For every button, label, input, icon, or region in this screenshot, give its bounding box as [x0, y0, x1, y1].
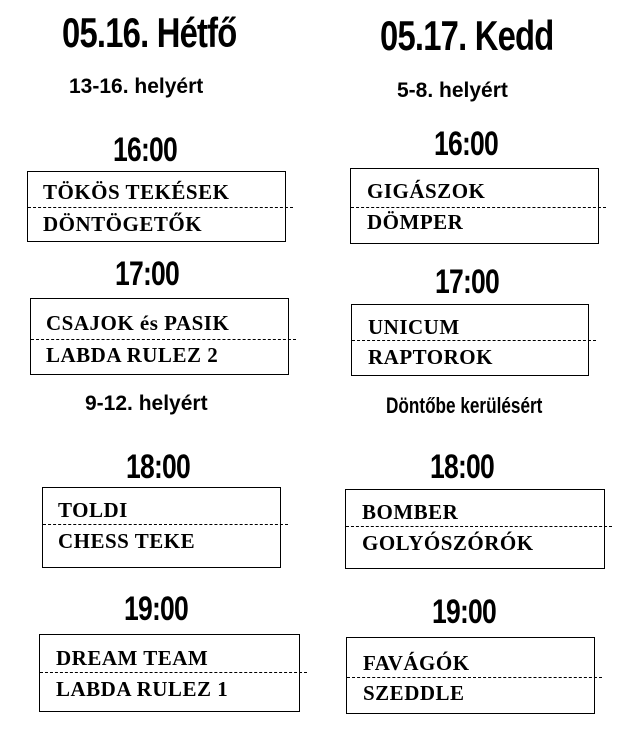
monday-time-1900: 19:00	[124, 590, 188, 628]
team-a: TÖKÖS TEKÉSEK	[43, 180, 230, 204]
match-divider	[40, 672, 307, 673]
tuesday-match-1800	[345, 489, 605, 569]
tuesday-match-1900	[346, 637, 595, 714]
match-divider	[352, 340, 596, 341]
team-b: LABDA RULEZ 1	[56, 677, 229, 701]
team-b: RAPTOROK	[368, 345, 493, 369]
team-b: DÖMPER	[367, 210, 464, 234]
team-a: DREAM TEAM	[56, 646, 209, 670]
match-divider	[31, 339, 296, 340]
team-a: UNICUM	[368, 315, 460, 339]
match-divider	[43, 524, 288, 525]
team-b: GOLYÓSZÓRÓK	[362, 531, 534, 555]
team-a: GIGÁSZOK	[367, 179, 486, 203]
tuesday-title: 05.17. Kedd	[380, 12, 554, 59]
match-divider	[28, 207, 293, 208]
match-divider	[347, 677, 602, 678]
tuesday-time-1600: 16:00	[434, 125, 498, 163]
monday-time-1600: 16:00	[113, 131, 177, 169]
tuesday-time-1900: 19:00	[432, 593, 496, 631]
match-divider	[346, 526, 612, 527]
team-a: CSAJOK és PASIK	[46, 311, 230, 335]
tuesday-match-1600	[350, 168, 599, 244]
team-a: FAVÁGÓK	[363, 651, 470, 675]
tuesday-section-label-final: Döntőbe kerülésért	[386, 393, 543, 418]
monday-title: 05.16. Hétfő	[62, 9, 237, 56]
team-b: DÖNTÖGETŐK	[43, 212, 203, 236]
match-divider	[351, 207, 606, 208]
tuesday-time-1800: 18:00	[430, 448, 494, 486]
tuesday-section-label-5-8: 5-8. helyért	[397, 79, 508, 102]
monday-time-1700: 17:00	[115, 255, 179, 293]
tuesday-time-1700: 17:00	[435, 263, 499, 301]
team-a: TOLDI	[58, 498, 128, 522]
team-b: LABDA RULEZ 2	[46, 343, 219, 367]
tuesday-match-1700	[351, 304, 589, 376]
monday-section-label-13-16: 13-16. helyért	[69, 75, 204, 98]
monday-match-1800	[42, 487, 281, 568]
monday-section-label-9-12: 9-12. helyért	[85, 392, 208, 415]
monday-match-1700	[30, 298, 289, 375]
monday-match-1600	[27, 171, 286, 242]
monday-match-1900	[39, 634, 300, 712]
team-b: SZEDDLE	[363, 681, 465, 705]
monday-time-1800: 18:00	[126, 448, 190, 486]
team-a: BOMBER	[362, 500, 459, 524]
team-b: CHESS TEKE	[58, 529, 196, 553]
